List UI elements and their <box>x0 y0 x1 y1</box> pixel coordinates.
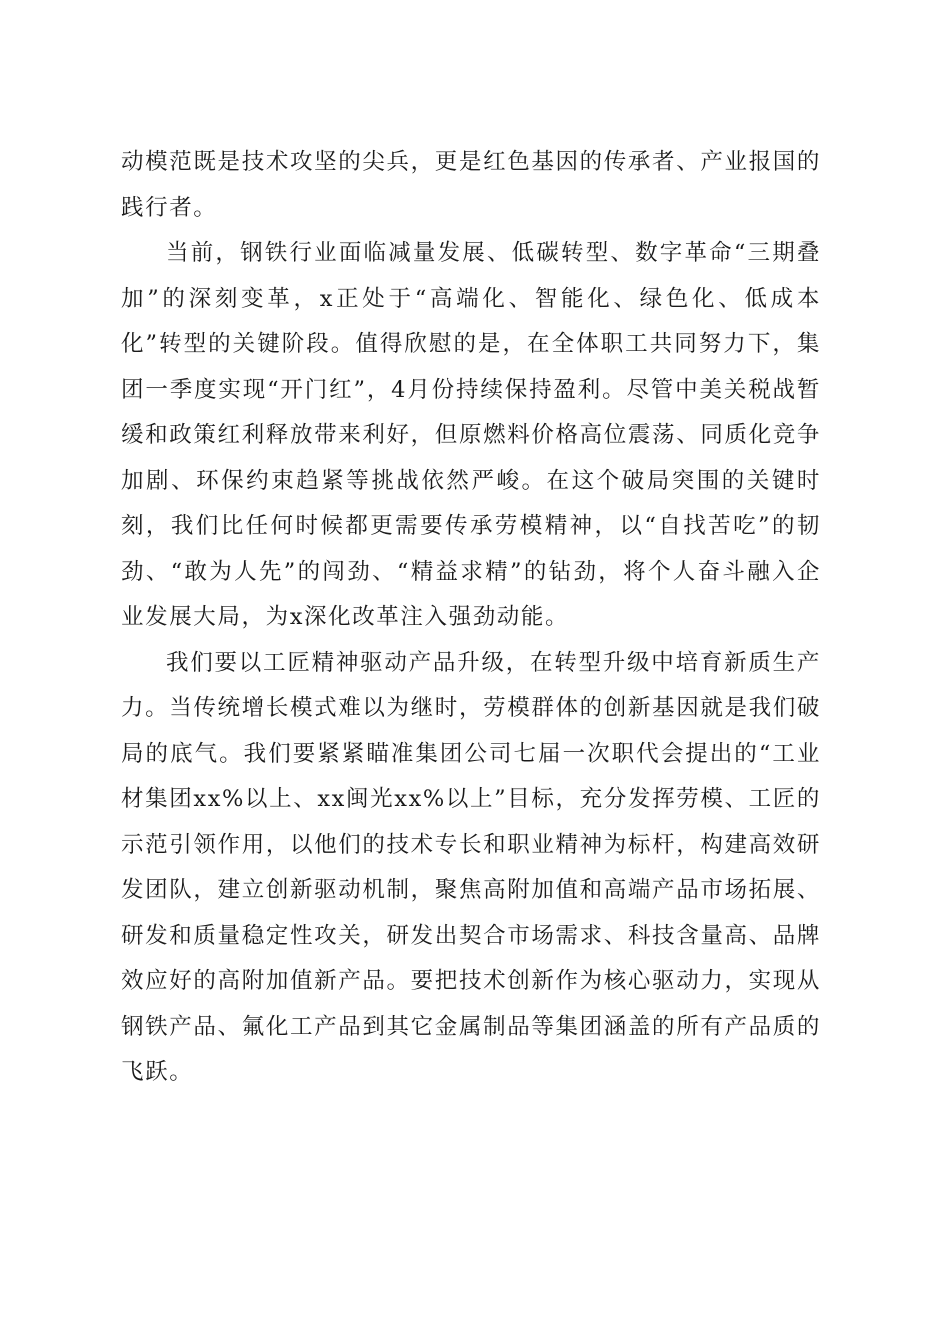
paragraph-continuation: 动模范既是技术攻坚的尖兵，更是红色基因的传承者、产业报国的践行者。 <box>121 149 821 221</box>
body-text <box>121 140 821 1096</box>
paragraph-craftsman-spirit: 我们要以工匠精神驱动产品升级，在转型升级中培育新质生产力。当传统增长模式难以为继时，劳模群体的创新基因就是我们破局的底气。我们要紧紧瞄准集团公司七届一次职代会提出的“工业材集团xx%以上、xx闽光xx%以上”目标，充分发挥劳模、工匠的示范引领作用，以他们的技术专长和职业精神为标杆，构建高效研发团队，建立创新驱动机制，聚焦高附加值和高端产品市场拓展、研发和质量稳定性攻关，研发出契合市场需求、科技含量高、品牌效应好的高附加值新产品。要把技术创新作为核心驱动力，实现从钢铁产品、氟化工产品到其它金属制品等集团涵盖的所有产品质的飞跃。 <box>121 649 821 1085</box>
paragraph-industry-situation: 当前，钢铁行业面临减量发展、低碳转型、数字革命“三期叠加”的深刻变革，x正处于“高端化、智能化、绿色化、低成本化”转型的关键阶段。值得欣慰的是，在全体职工共同努力下，集团一季度实现“开门红”，4月份持续保持盈利。尽管中美关税战暂缓和政策红利释放带来利好，但原燃料价格高位震荡、同质化竞争加剧、环保约束趋紧等挑战依然严峻。在这个破局突围的关键时刻，我们比任何时候都更需要传承劳模精神，以“自找苦吃”的韧劲、“敢为人先”的闯劲、“精益求精”的钻劲，将个人奋斗融入企业发展大局，为x深化改革注入强劲动能。 <box>121 240 821 630</box>
